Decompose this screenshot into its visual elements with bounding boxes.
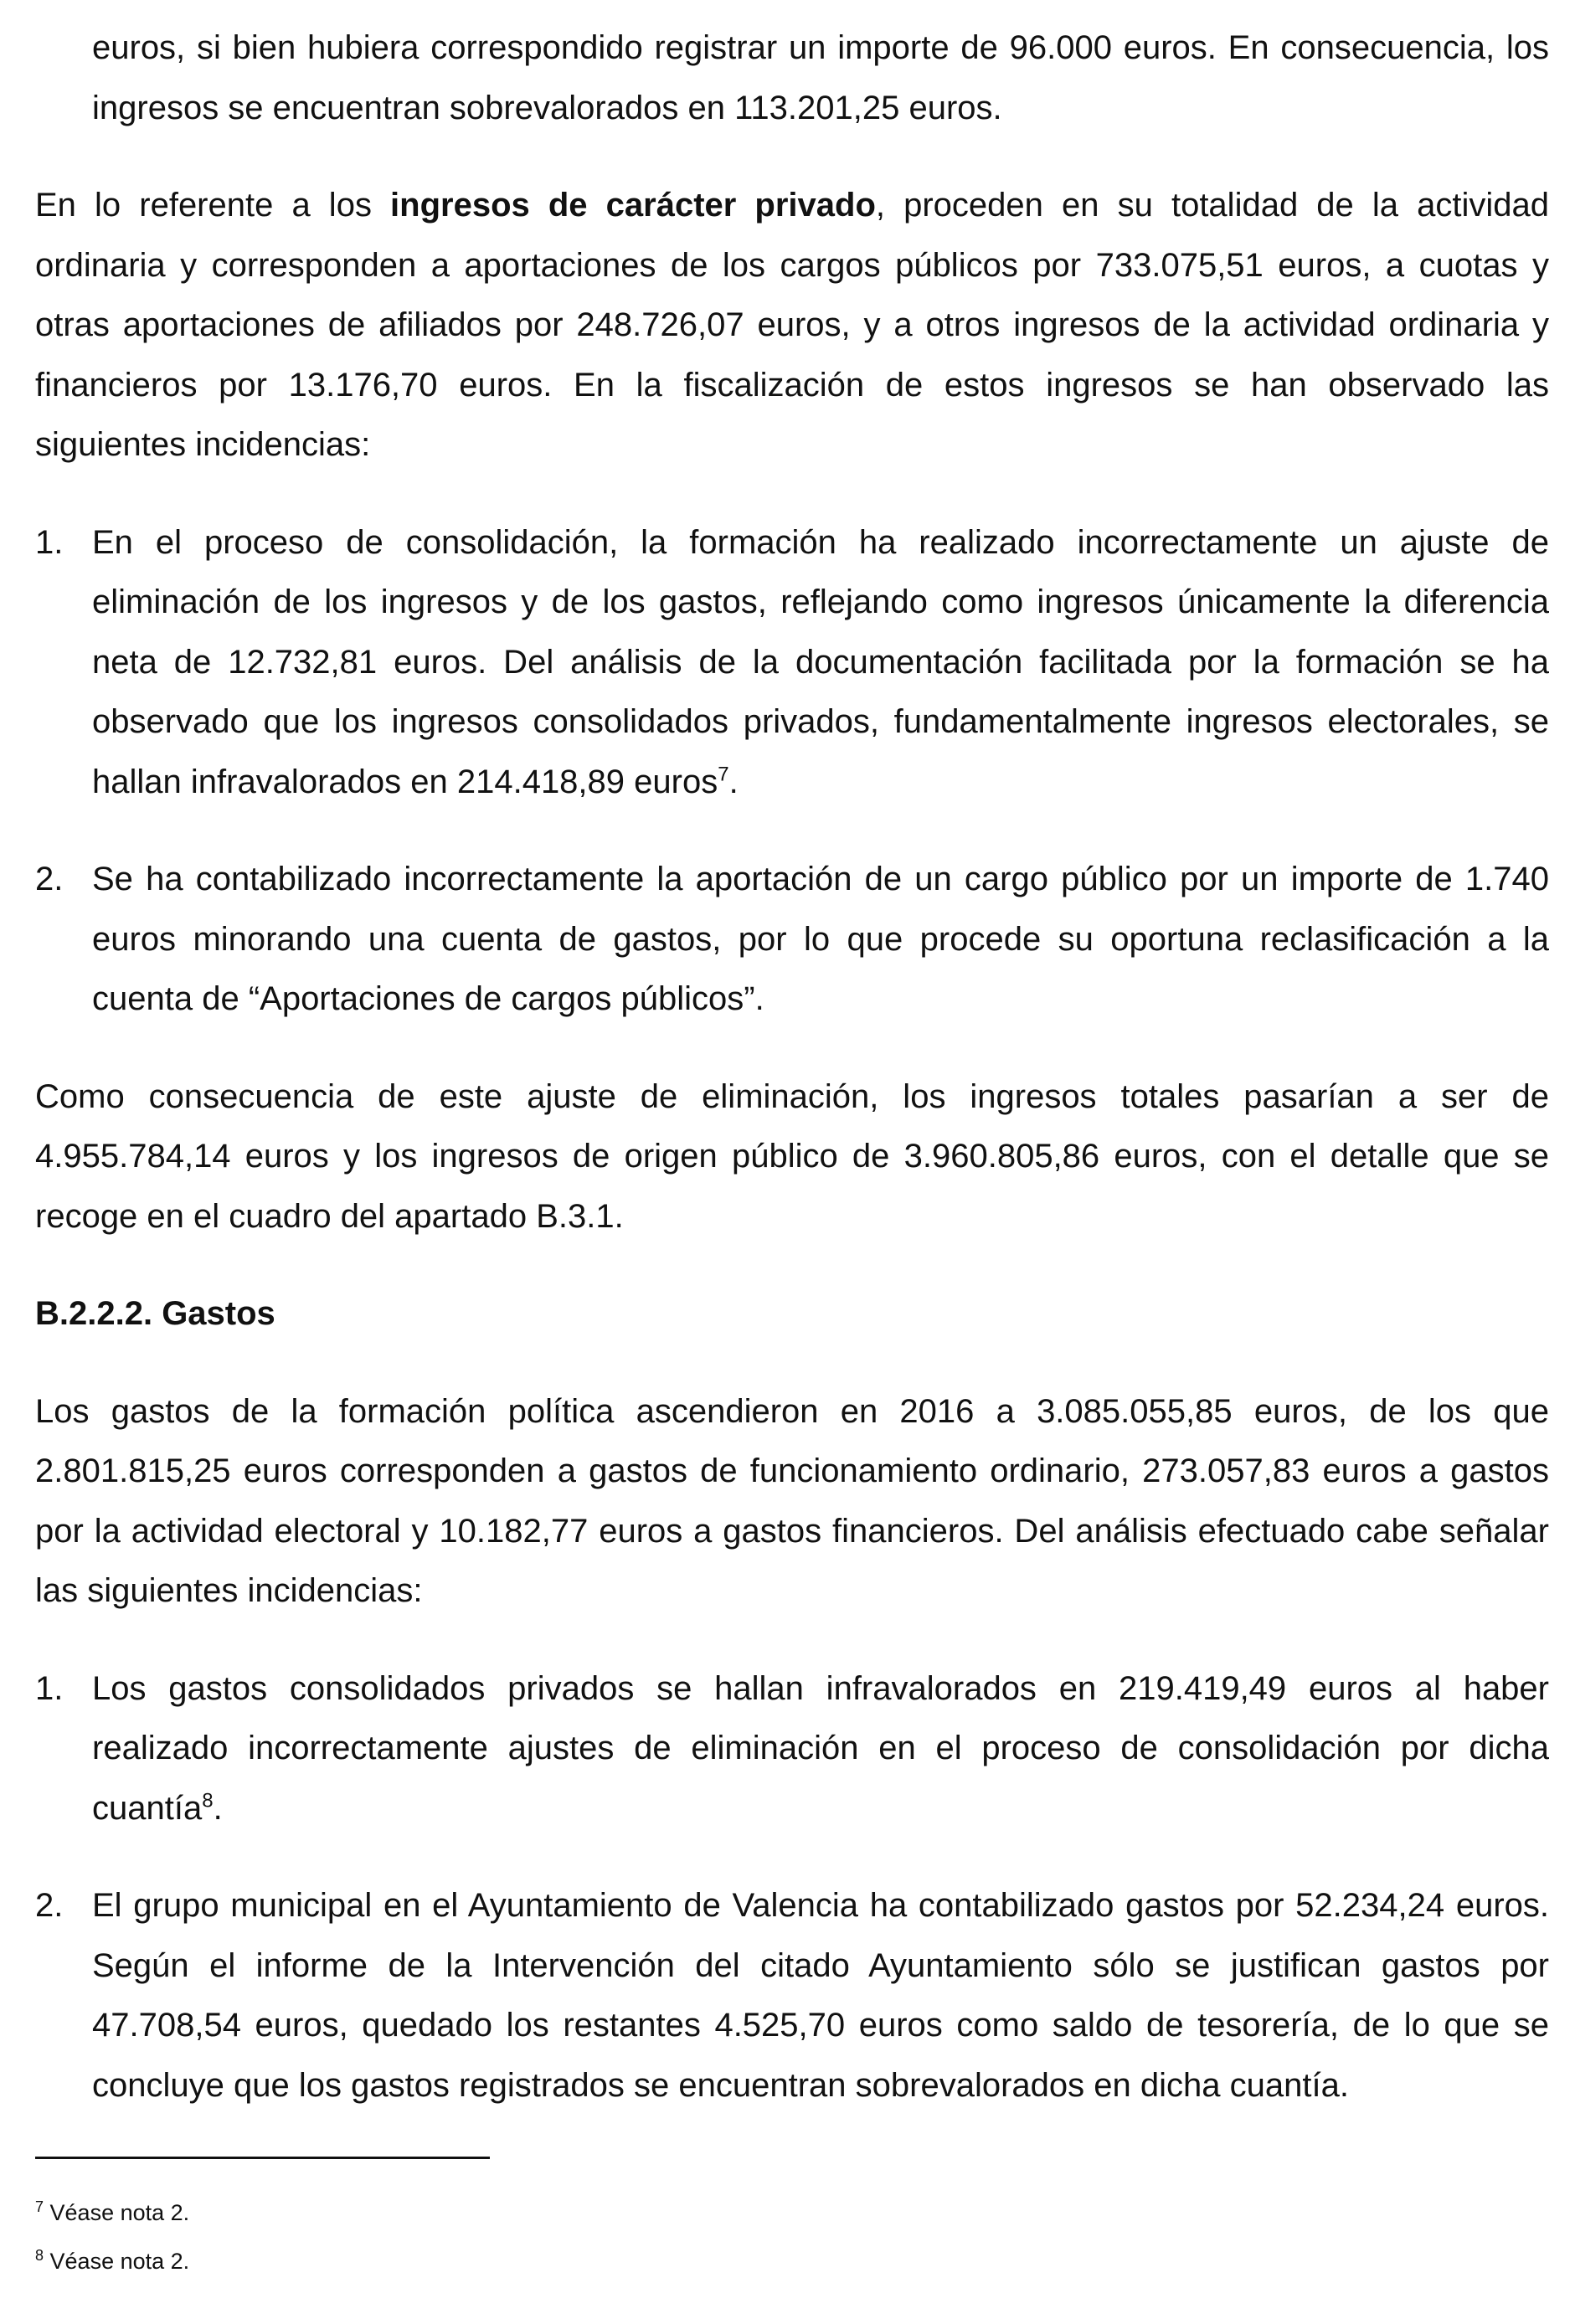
private-income-rest: , proceden en su totalidad de la actividad ordinaria y corresponden a aportaciones de los cargos públicos por 733.075,51 euros, a cuotas y otras aportaciones de afiliados por 248.726,07 euros, y a otros ingresos de la actividad ordinaria y financieros por 13.176,70 euros. En la fiscalización de estos ingresos se han observado las siguientes incidencias:	[35, 187, 1549, 463]
section-heading: B.2.2.2. Gastos	[35, 1295, 275, 1332]
expense-item-number: 1.	[35, 1669, 64, 1707]
document-body	[35, 18, 1549, 2153]
footnote-separator	[35, 2157, 490, 2159]
footnote	[35, 2237, 1040, 2285]
income-item-1	[35, 513, 1549, 813]
expense-item-2	[35, 1876, 1549, 2116]
income-item-text: Se ha contabilizado incorrectamente la aportación de un cargo público por un importe de 1.740 euros minorando una cuenta de gastos, por lo que procede su oportuna reclasificación a la cuenta de “Aportaciones de cargos públicos”.	[92, 861, 1549, 1017]
footnote-number: 7	[35, 2198, 44, 2215]
continuation-paragraph: euros, si bien hubiera correspondido registrar un importe de 96.000 euros. En consecuencia, los ingresos se encuentran sobrevalorados en 113.201,25 euros.	[92, 29, 1549, 126]
income-item-number: 2.	[35, 861, 64, 897]
footnote-ref[interactable]: 8	[202, 1789, 214, 1812]
income-item-text: En el proceso de consolidación, la formación ha realizado incorrectamente un ajuste de eliminación de los ingresos y de los gastos, reflejando como ingresos únicamente la diferencia neta de 12.732,81 euros. Del análisis de la documentación facilitada por la formación se ha observado que los ingresos consolidados privados, fundamentalmente ingresos electorales, se hallan infravalorados en 214.418,89 euros	[92, 523, 1549, 800]
expense-item-after: .	[213, 1789, 223, 1827]
private-income-bold-term: ingresos de carácter privado	[390, 187, 876, 224]
income-item-after: .	[728, 763, 739, 800]
footnote-text: Véase nota 2.	[49, 2249, 190, 2274]
footnotes	[35, 2188, 1040, 2285]
income-item-number: 1.	[35, 523, 64, 561]
consequence-paragraph: Como consecuencia de este ajuste de eliminación, los ingresos totales pasarían a ser de 4.955.784,14 euros y los ingresos de origen público de 3.960.805,86 euros, con el detalle que se recoge en el cuadro del apartado B.3.1.	[35, 1077, 1549, 1235]
expense-item-text: El grupo municipal en el Ayuntamiento de Valencia ha contabilizado gastos por 52.234,24 euros. Según el informe de la Intervención del citado Ayuntamiento sólo se justifican gastos por 47.708,54 euros, quedado los restantes 4.525,70 euros como saldo de tesorería, de lo que se concluye que los gastos registrados se encuentran sobrevalorados en dicha cuantía.	[92, 1887, 1549, 2104]
footnote-text: Véase nota 2.	[49, 2200, 190, 2225]
income-item-2	[35, 850, 1549, 1030]
private-income-paragraph	[35, 176, 1549, 476]
footnote-ref[interactable]: 7	[718, 763, 729, 786]
expense-item-1	[35, 1659, 1549, 1839]
expenses-intro-paragraph: Los gastos de la formación política ascendieron en 2016 a 3.085.055,85 euros, de los que 2.801.815,25 euros corresponden a gastos de funcionamiento ordinario, 273.057,83 euros a gastos por la actividad electoral y 10.182,77 euros a gastos financieros. Del análisis efectuado cabe señalar las siguientes incidencias:	[35, 1392, 1549, 1609]
footnote-number: 8	[35, 2247, 44, 2264]
expense-item-text: Los gastos consolidados privados se hallan infravalorados en 219.419,49 euros al haber realizado incorrectamente ajustes de eliminación en el proceso de consolidación por dicha cuantía	[92, 1669, 1549, 1827]
footnote	[35, 2188, 1040, 2237]
private-income-lead: En lo referente a los	[35, 187, 391, 224]
expense-item-number: 2.	[35, 1887, 64, 1924]
